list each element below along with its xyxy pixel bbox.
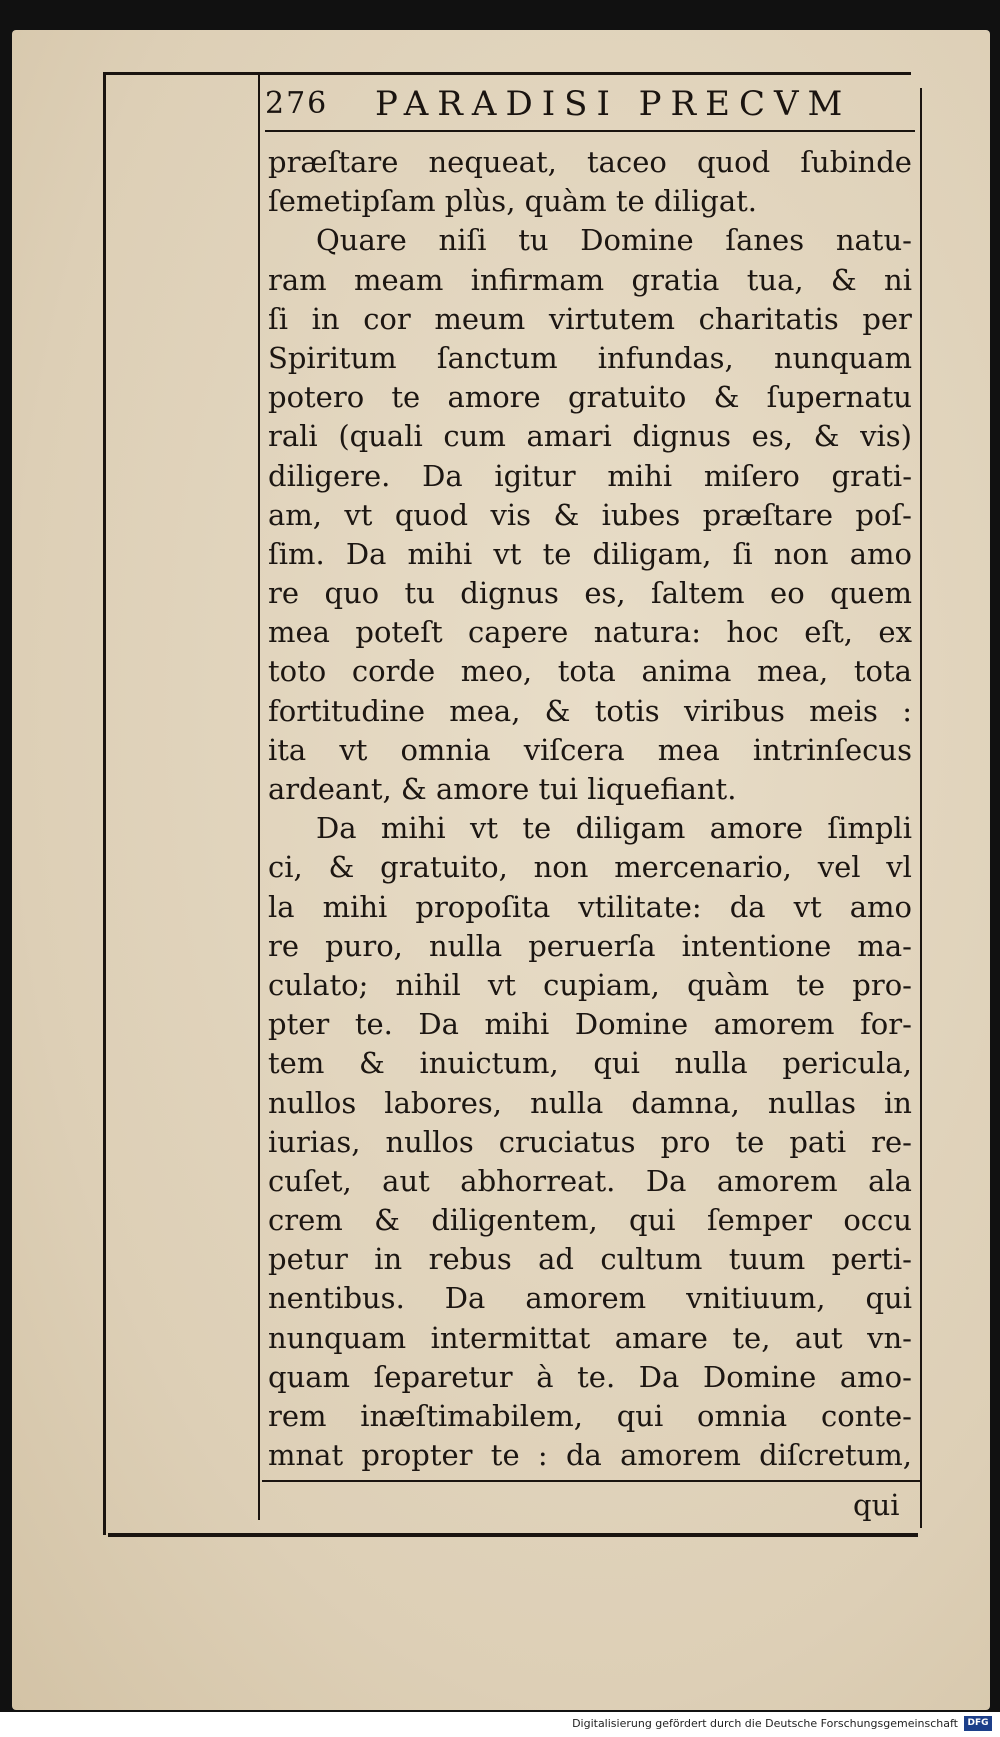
word: ma- xyxy=(857,928,912,963)
word: & xyxy=(374,1203,400,1238)
word: omnia xyxy=(400,732,491,767)
word: præſtare xyxy=(268,145,399,179)
word: mihi xyxy=(322,889,388,924)
word: totis xyxy=(594,693,660,728)
word: vis xyxy=(490,497,532,532)
word: te xyxy=(796,967,826,1002)
word: nentibus. xyxy=(268,1281,405,1316)
word: omnia xyxy=(697,1399,788,1433)
word: mihi xyxy=(484,1007,550,1042)
word: aut xyxy=(382,1163,430,1198)
word: meis xyxy=(809,693,878,728)
word: pati xyxy=(789,1124,847,1159)
word: viſcera xyxy=(523,732,625,767)
text-line xyxy=(268,1279,912,1318)
text-line xyxy=(268,417,912,456)
text-line xyxy=(268,652,912,691)
word: ita xyxy=(268,732,307,767)
word: ci, xyxy=(268,850,303,885)
word: diligere. xyxy=(268,458,391,493)
word: mnat xyxy=(268,1438,344,1473)
running-title: PARADISI PRECVM xyxy=(375,84,852,124)
word: occu xyxy=(843,1203,912,1238)
word: culato; xyxy=(268,967,369,1002)
word: vl xyxy=(886,850,912,885)
word: igitur xyxy=(494,458,576,493)
word: te. xyxy=(354,1007,393,1042)
word: qui xyxy=(616,1399,664,1433)
word: ſeparetur xyxy=(373,1359,513,1394)
word: Da xyxy=(422,458,463,493)
word: nullas xyxy=(767,1085,856,1120)
word: fortitudine xyxy=(268,693,425,728)
word: te, xyxy=(732,1320,771,1355)
word: cuſet, xyxy=(268,1163,352,1198)
word: ſim. xyxy=(268,536,325,571)
word: re xyxy=(268,928,300,963)
text-line xyxy=(268,378,912,417)
word: gratuito, xyxy=(380,850,508,885)
word: & xyxy=(553,497,580,532)
funding-credit: Digitalisierung gefördert durch die Deutsche Forschungsgemeinschaft xyxy=(572,1717,958,1730)
word: charitatis xyxy=(698,301,839,336)
word: amorem xyxy=(716,1163,838,1198)
word: in xyxy=(374,1242,403,1277)
text-line xyxy=(268,1162,912,1201)
word: nulla xyxy=(530,1085,604,1120)
word: vel xyxy=(817,850,861,885)
right-inner-rule xyxy=(920,88,922,1528)
word: cruciatus xyxy=(498,1124,636,1159)
footer-bar xyxy=(0,1712,1000,1737)
word: peruerſa xyxy=(528,928,656,963)
text-line xyxy=(268,1005,912,1044)
word: perti- xyxy=(831,1242,912,1277)
word: vn- xyxy=(867,1320,912,1355)
word: nullos xyxy=(385,1124,474,1159)
word: tota xyxy=(557,654,616,689)
word: dignus xyxy=(632,419,732,454)
word: nunquam xyxy=(268,1320,407,1355)
text-line xyxy=(268,888,912,927)
text-line xyxy=(268,1436,912,1475)
word: amo xyxy=(849,889,912,924)
word: pro- xyxy=(852,967,912,1002)
top-rule xyxy=(103,72,911,75)
word: natura: xyxy=(593,615,701,650)
word: ram xyxy=(268,262,327,297)
word: diligam, xyxy=(592,536,712,571)
word: capere xyxy=(468,615,569,650)
word: tem xyxy=(268,1046,325,1081)
word: amare xyxy=(614,1320,708,1355)
word: propoſita xyxy=(415,889,551,924)
word: intrinſecus xyxy=(752,732,912,767)
word: gratuito xyxy=(567,380,687,415)
word: Domine xyxy=(702,1359,817,1394)
word: tu xyxy=(518,223,549,258)
left-outer-rule xyxy=(103,72,106,1535)
word: mea, xyxy=(449,693,521,728)
text-line xyxy=(268,496,912,535)
word: diligam xyxy=(575,811,686,846)
word: cupiam, xyxy=(543,967,660,1002)
word: vt xyxy=(493,536,522,571)
text-line xyxy=(268,143,912,182)
word: quo xyxy=(324,576,380,611)
word: Da xyxy=(316,811,357,846)
word: tota xyxy=(853,654,912,689)
text-line xyxy=(268,848,912,887)
word: re xyxy=(268,576,300,611)
word: cum xyxy=(443,419,506,454)
word: te xyxy=(490,1438,520,1473)
text-line xyxy=(268,339,912,378)
word: for- xyxy=(860,1007,912,1042)
word: nequeat, xyxy=(428,145,557,179)
text-line xyxy=(268,221,912,260)
word: mihi xyxy=(407,536,473,571)
word: eo xyxy=(770,576,805,611)
word: pericula, xyxy=(782,1046,912,1081)
word: meo, xyxy=(460,654,533,689)
word: tua, xyxy=(746,262,804,297)
word: mea xyxy=(268,615,330,650)
body-text xyxy=(268,143,912,1475)
text-line xyxy=(268,261,912,300)
word: à xyxy=(536,1359,554,1394)
word: ni xyxy=(884,262,912,297)
word: ſi xyxy=(732,536,753,571)
word: meam xyxy=(353,262,444,297)
text-line xyxy=(268,300,912,339)
word: es, xyxy=(751,419,793,454)
line-text: ſemetipſam plùs, quàm te diligat. xyxy=(268,184,758,219)
word: in xyxy=(311,301,340,336)
text-line xyxy=(268,731,912,770)
word: infirmam xyxy=(470,262,605,297)
word: amore xyxy=(447,380,541,415)
word: infundas, xyxy=(597,340,734,375)
line-text: ardeant, & amore tui liquefiant. xyxy=(268,772,737,806)
word: vt xyxy=(339,732,368,767)
word: cor xyxy=(363,301,411,336)
word: & xyxy=(813,419,840,454)
word: diligentem, xyxy=(431,1203,598,1238)
word: anima xyxy=(641,654,732,689)
word: te xyxy=(522,811,552,846)
page-number: 276 xyxy=(265,86,329,121)
word: inæſtimabilem, xyxy=(360,1399,583,1433)
word: & xyxy=(358,1046,385,1081)
text-line xyxy=(268,692,912,731)
word: Quare xyxy=(316,223,407,258)
word: iubes xyxy=(601,497,681,532)
word: & xyxy=(713,380,740,415)
word: & xyxy=(544,693,571,728)
word: per xyxy=(862,301,912,336)
word: amo- xyxy=(839,1359,912,1394)
word: Da xyxy=(444,1281,486,1316)
word: tu xyxy=(404,576,435,611)
text-line xyxy=(268,966,912,1005)
text-line xyxy=(268,809,912,848)
word: Spiritum xyxy=(268,340,397,375)
text-line xyxy=(268,535,912,574)
word: : xyxy=(902,693,912,728)
text-line xyxy=(268,574,912,613)
word: & xyxy=(830,262,857,297)
word: niſi xyxy=(438,223,487,258)
word: qui xyxy=(865,1281,912,1316)
word: non xyxy=(533,850,589,885)
word: te xyxy=(542,536,572,571)
word: quod xyxy=(394,497,469,532)
word: in xyxy=(884,1085,912,1120)
word: ſaltem xyxy=(651,576,745,611)
word: amore xyxy=(709,811,803,846)
word: quam xyxy=(268,1359,351,1394)
text-line xyxy=(268,1044,912,1083)
word: da xyxy=(729,889,766,924)
word: potero xyxy=(268,380,365,415)
word: poſ- xyxy=(855,497,912,532)
word: intermittat xyxy=(430,1320,591,1355)
word: vt xyxy=(793,889,822,924)
word: te xyxy=(735,1124,765,1159)
header-rule xyxy=(265,130,915,132)
word: dignus xyxy=(460,576,559,611)
word: Da xyxy=(638,1359,680,1394)
word: Domine xyxy=(580,223,694,258)
word: taceo xyxy=(587,145,667,179)
dfg-logo: DFG xyxy=(964,1716,992,1731)
word: corde xyxy=(351,654,436,689)
word: virtutem xyxy=(548,301,675,336)
word: petur xyxy=(268,1242,348,1277)
word: præſtare xyxy=(702,497,833,532)
word: vt xyxy=(344,497,373,532)
word: iurias, xyxy=(268,1124,361,1159)
word: propter xyxy=(361,1438,473,1473)
word: mea xyxy=(657,732,720,767)
word: qui xyxy=(629,1203,676,1238)
word: (quali xyxy=(338,419,423,454)
word: te. xyxy=(577,1359,616,1394)
word: rali xyxy=(268,419,318,454)
word: conte- xyxy=(820,1399,912,1433)
word: mea, xyxy=(757,654,829,689)
word: non xyxy=(773,536,829,571)
text-line xyxy=(268,1084,912,1123)
word: intentione xyxy=(681,928,832,963)
word: labores, xyxy=(384,1085,503,1120)
word: ad xyxy=(538,1242,574,1277)
text-line xyxy=(268,1123,912,1162)
left-inner-rule xyxy=(258,75,260,1520)
word: am, xyxy=(268,497,323,532)
word: nulla xyxy=(428,928,503,963)
word: ſubinde xyxy=(800,145,912,179)
word: toto xyxy=(268,654,327,689)
catchword: qui xyxy=(853,1488,900,1522)
word: amo xyxy=(849,536,912,571)
bottom-rule xyxy=(108,1533,918,1537)
word: vtilitate: xyxy=(578,889,702,924)
word: aut xyxy=(794,1320,843,1355)
word: Da xyxy=(345,536,387,571)
word: vt xyxy=(470,811,499,846)
word: diſcretum, xyxy=(759,1438,912,1473)
text-line xyxy=(268,1201,912,1240)
word: la xyxy=(268,889,295,924)
word: nulla xyxy=(674,1046,748,1081)
text-line xyxy=(268,770,912,809)
word: amorem xyxy=(713,1007,835,1042)
word: gratia xyxy=(631,262,720,297)
word: re- xyxy=(871,1124,912,1159)
word: quàm xyxy=(687,967,770,1002)
word: inuictum, xyxy=(419,1046,559,1081)
word: nihil xyxy=(395,967,461,1002)
word: pro xyxy=(660,1124,711,1159)
word: mihi xyxy=(607,458,673,493)
word: vnitiuum, xyxy=(686,1281,826,1316)
word: Domine xyxy=(574,1007,689,1042)
text-line xyxy=(268,457,912,496)
word: natu- xyxy=(835,223,912,258)
word: nullos xyxy=(268,1085,357,1120)
word: mihi xyxy=(380,811,446,846)
text-line xyxy=(268,927,912,966)
word: te xyxy=(391,380,421,415)
word: grati- xyxy=(831,458,912,493)
word: miſero xyxy=(703,458,800,493)
word: rem xyxy=(268,1399,327,1433)
word: pter xyxy=(268,1007,330,1042)
word: nunquam xyxy=(773,340,912,375)
word: mercenario, xyxy=(614,850,792,885)
word: quem xyxy=(830,576,912,611)
word: ſemper xyxy=(706,1203,812,1238)
word: ala xyxy=(868,1163,912,1198)
word: ex xyxy=(878,615,912,650)
word: ſanes xyxy=(725,223,805,258)
text-line xyxy=(268,1240,912,1279)
word: ſanctum xyxy=(436,340,558,375)
text-line xyxy=(268,1358,912,1397)
word: eſt, xyxy=(804,615,853,650)
text-bottom-rule xyxy=(262,1480,922,1482)
text-line xyxy=(268,1319,912,1358)
word: puro, xyxy=(325,928,403,963)
word: rebus xyxy=(428,1242,512,1277)
word: meum xyxy=(434,301,526,336)
word: amari xyxy=(526,419,612,454)
word: da xyxy=(565,1438,602,1473)
word: ſi xyxy=(268,301,289,336)
word: tuum xyxy=(728,1242,806,1277)
word: : xyxy=(537,1438,548,1473)
word: & xyxy=(328,850,355,885)
word: damna, xyxy=(631,1085,740,1120)
word: crem xyxy=(268,1203,343,1238)
word: hoc xyxy=(726,615,779,650)
text-line xyxy=(268,1397,912,1436)
word: abhorreat. xyxy=(460,1163,616,1198)
word: cultum xyxy=(600,1242,703,1277)
running-header xyxy=(265,80,925,130)
text-line xyxy=(268,613,912,652)
word: ſimpli xyxy=(827,811,912,846)
word: quod xyxy=(696,145,771,179)
word: Da xyxy=(418,1007,459,1042)
word: qui xyxy=(593,1046,640,1081)
text-line xyxy=(268,182,912,221)
word: viribus xyxy=(683,693,785,728)
word: poteſt xyxy=(355,615,443,650)
word: vis) xyxy=(860,419,912,454)
word: ſupernatu xyxy=(766,380,912,415)
word: Da xyxy=(645,1163,687,1198)
word: amorem xyxy=(525,1281,647,1316)
word: es, xyxy=(584,576,626,611)
word: vt xyxy=(487,967,516,1002)
word: amorem xyxy=(620,1438,741,1473)
